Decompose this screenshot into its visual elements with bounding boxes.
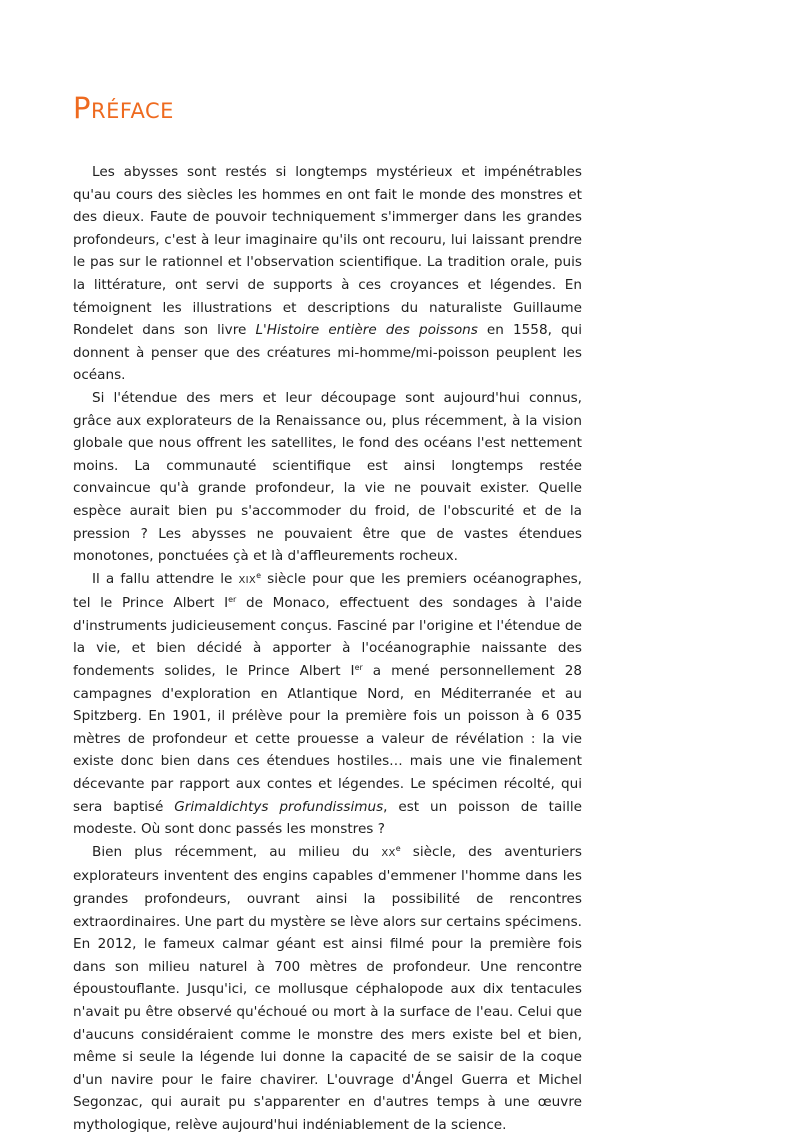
ordinal-superscript: er [354, 663, 363, 673]
century-numeral: XX [381, 847, 396, 859]
century-numeral: XIX [238, 574, 257, 586]
title-initial: P [73, 91, 91, 125]
paragraph-3-text-b: siècle pour que les premiers océanographes, tel le Prince Albert I [73, 570, 582, 612]
paragraph-3-text-d: a mené personnellement 28 campagnes d'exploration en Atlantique Nord, en Méditerranée et au Spitzberg. En 1901, il prélève pour la première fois un poisson à 6 035 mètres de profondeur et cette prouesse a valeur de révélation : la vie existe donc bien dans ces étendues hostiles… mais une vie finalement décevante par rapport aux contes et légendes. Le spécimen récolté, qui sera baptisé [73, 663, 582, 815]
paragraph-1 [73, 161, 582, 387]
preface-page [73, 88, 582, 1137]
body-text [73, 161, 582, 1137]
title-rest: RÉFACE [91, 99, 174, 123]
ordinal-superscript: er [228, 595, 237, 605]
paragraph-1-text-a: Les abysses sont restés si longtemps mystérieux et impénétrables qu'au cours des siècles les hommes en ont fait le monde des monstres et des dieux. Faute de pouvoir techniquement s'immerger dans les grandes profondeurs, c'est à leur imaginaire qu'ils ont recouru, lui laissant prendre le pas sur le rationnel et l'observation scientifique. La tradition orale, puis la littérature, ont servi de supports à ces croyances et légendes. En témoignent les illustrations et descriptions du naturaliste Guillaume Rondelet dans son livre [73, 164, 582, 339]
paragraph-4-text-a: Bien plus récemment, au milieu du [92, 843, 382, 860]
paragraph-2-text: Si l'étendue des mers et leur découpage sont aujourd'hui connus, grâce aux explorateurs de la Renaissance ou, plus récemment, à la vision globale que nous offrent les satellites, le fond des océans l'est nettement moins. La communauté scientifique est ainsi longtemps restée convaincue qu'à grande profondeur, la vie ne pouvait exister. Quelle espèce aurait bien pu s'accommoder du froid, de l'obscurité et de la pression ? Les abysses ne pouvaient être que de vastes étendues monotones, ponctuées çà et là d'affleurements rocheux. [73, 389, 582, 565]
century-superscript: e [395, 843, 401, 853]
paragraph-3 [73, 568, 582, 841]
paragraph-2 [73, 387, 582, 568]
paragraph-3-text-e: , est un poisson de taille modeste. Où sont donc passés les monstres ? [73, 798, 582, 838]
page-title [73, 88, 582, 131]
paragraph-1-text-b: en 1558, qui donnent à penser que des créatures mi-homme/mi-poisson peuplent les océans. [73, 322, 583, 384]
paragraph-4 [73, 841, 582, 1137]
species-name: Grimaldichtys profundissimus [174, 798, 384, 815]
paragraph-4-text-b: siècle, des aventuriers explorateurs inventent des engins capables d'emmener l'homme dans les grandes profondeurs, ouvrant ainsi la possibilité de rencontres extraordinaires. Une part du mystère se lève alors sur certains spécimens. En 2012, le fameux calmar géant est ainsi filmé pour la première fois dans son milieu naturel à 700 mètres de profondeur. Une rencontre époustouflante. Jusqu'ici, ce mollusque céphalopode aux dix tentacules n'avait pu être observé qu'échoué ou mort à la surface de l'eau. Celui que d'aucuns considéraient comme le monstre des mers existe bel et bien, même si seule la légende lui donne la capacité de se saisir de la coque d'un navire pour le faire chavirer. L'ouvrage d'Ángel Guerra et Michel Segonzac, qui aurait pu s'apparenter en d'autres temps à une œuvre mythologique, relève aujourd'hui indéniablement de la science. [73, 843, 582, 1133]
century-superscript: e [256, 570, 261, 580]
paragraph-3-text-c: de Monaco, effectuent des sondages à l'aide d'instruments judicieusement conçus. Fasciné par l'origine et l'étendue de la vie, et bien décidé à apporter à l'océanographie naissante des fondements solides, le Prince Albert I [73, 595, 582, 680]
book-title: L'Histoire entière des poissons [255, 322, 478, 339]
paragraph-3-text-a: Il a fallu attendre le [92, 570, 239, 587]
